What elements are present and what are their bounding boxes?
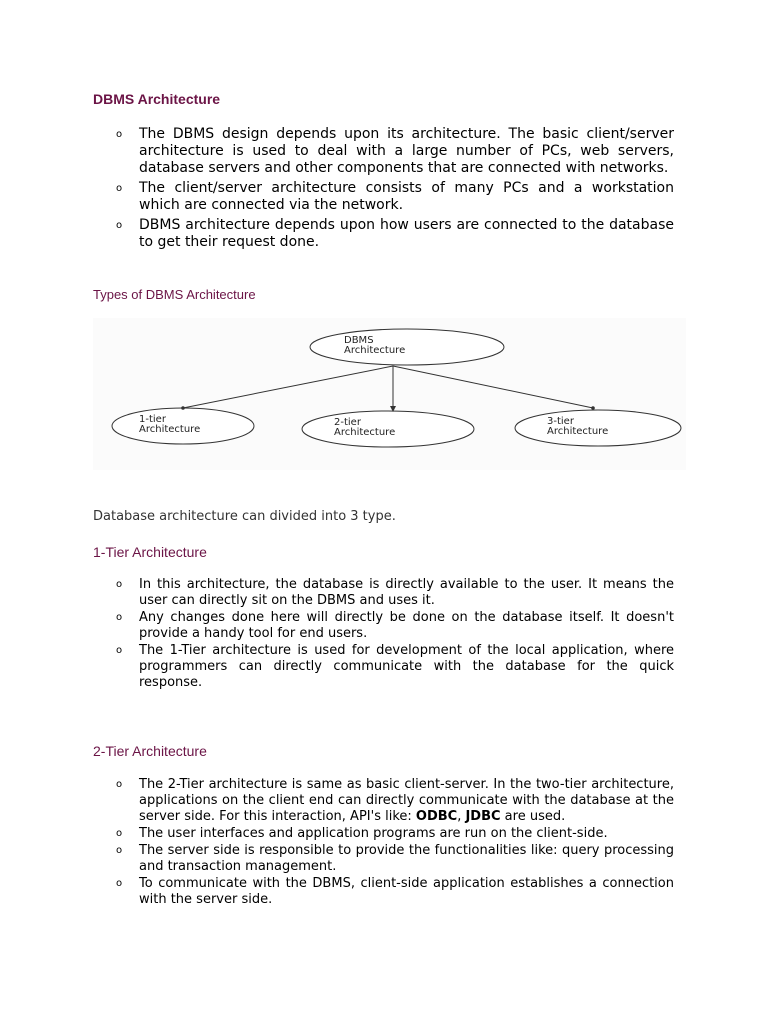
connector-1tier (183, 366, 393, 408)
jdbc-term: JDBC (465, 809, 501, 824)
list-item: o The 2-Tier architecture is same as basic client-server. In the two-tier architecture, applications on the client end can directly communicate with the database at the server side. For this interaction, API's like: ODBC, JDBC are used. (116, 777, 674, 824)
bullet-icon: o (116, 129, 123, 140)
types-heading: Types of DBMS Architecture (93, 287, 256, 302)
root-label-2: Architecture (344, 345, 406, 356)
list-item: o The user interfaces and application programs are run on the client-side. (116, 826, 608, 841)
bullet-icon: o (116, 845, 123, 856)
tier2-bullet-list (116, 777, 674, 909)
bullet-icon: o (116, 645, 123, 656)
node-2tier-label-2: Architecture (334, 427, 396, 438)
list-item: o Any changes done here will directly be done on the database itself. It doesn't provide a handy tool for end users. (116, 610, 674, 641)
types-text: Database architecture can divided into 3 type. (93, 509, 396, 524)
bullet-icon: o (116, 779, 123, 790)
diagram-svg (93, 318, 686, 470)
tier1-heading: 1-Tier Architecture (93, 544, 207, 560)
arrow-3tier (591, 406, 595, 410)
tier2-heading: 2-Tier Architecture (93, 743, 207, 759)
odbc-term: ODBC (415, 809, 458, 824)
arrow-1tier (181, 406, 185, 410)
tier1-bullet-list (116, 577, 674, 692)
root-label-1: DBMS (344, 335, 374, 346)
list-item: o The server side is responsible to provide the functionalities like: query processing and transaction management. (116, 843, 674, 874)
node-2tier-label-1: 2-tier (334, 417, 361, 428)
architecture-diagram (93, 318, 686, 470)
bullet-icon: o (116, 220, 123, 231)
list-item: o DBMS architecture depends upon how users are connected to the database to get their request done. (116, 217, 674, 250)
bullet-icon: o (116, 612, 123, 623)
node-1tier-label-1: 1-tier (139, 414, 166, 425)
bullet-icon: o (116, 183, 123, 194)
list-item: o To communicate with the DBMS, client-side application establishes a connection with the server side. (116, 876, 674, 907)
bullet-icon: o (116, 878, 123, 889)
list-item: o The DBMS design depends upon its architecture. The basic client/server architecture is used to deal with a large number of PCs, web servers, database servers and other components that are connected with networks. (116, 126, 674, 176)
node-3tier-label-2: Architecture (547, 426, 609, 437)
node-1tier-label-2: Architecture (139, 424, 201, 435)
list-item: o The 1-Tier architecture is used for development of the local application, where programmers can directly communicate with the database for the quick response. (116, 643, 674, 690)
page-title: DBMS Architecture (93, 91, 221, 107)
connector-3tier (393, 366, 593, 408)
list-item: o The client/server architecture consists of many PCs and a workstation which are connected via the network. (116, 180, 674, 213)
bullet-icon: o (116, 828, 123, 839)
root-node (310, 329, 504, 365)
bullet-icon: o (116, 579, 123, 590)
list-item: o In this architecture, the database is directly available to the user. It means the user can directly sit on the DBMS and uses it. (116, 577, 674, 608)
intro-bullet-list (116, 126, 674, 254)
node-3tier-label-1: 3-tier (547, 416, 574, 427)
